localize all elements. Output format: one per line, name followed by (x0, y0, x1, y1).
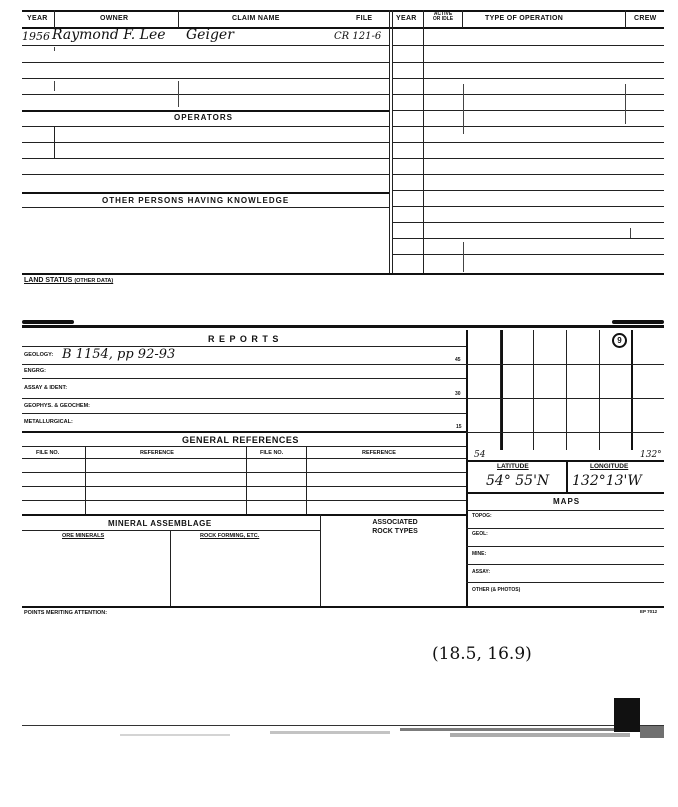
longitude-label: LONGITUDE (590, 463, 629, 470)
lat-corner: 54 (474, 450, 486, 460)
row1-year: 1956 (22, 30, 50, 43)
latitude-label: LATITUDE (497, 463, 529, 470)
header-crew: CREW (634, 15, 657, 22)
col-reference: REFERENCE (140, 450, 174, 456)
row1-file: CR 121-6 (334, 31, 382, 42)
col-file-no: FILE NO. (36, 450, 60, 456)
maps-assay: ASSAY: (472, 569, 491, 575)
maps-geol: GEOL: (472, 531, 488, 537)
maps-other: OTHER (& PHOTOS) (472, 587, 521, 593)
coordinates-note: (18.5, 16.9) (432, 644, 532, 664)
header-active-or-idle (425, 12, 461, 22)
ore-minerals-label: ORE MINERALS (62, 533, 105, 539)
maps-mine: MINE: (472, 551, 487, 557)
rock-forming-label: ROCK FORMING, ETC. (200, 533, 260, 539)
col-file-no-2: FILE NO. (260, 450, 284, 456)
latitude-value: 54° 55'N (486, 473, 550, 489)
row1-claim-name: Geiger (186, 27, 234, 43)
lon-corner: 132° (640, 450, 662, 460)
form-number: EP 7012 (640, 609, 658, 614)
header-year: YEAR (27, 15, 48, 22)
geology-label: GEOLOGY: (24, 352, 54, 358)
longitude-value: 132°13'W (572, 473, 642, 489)
header-active-line1: ACTIVE (433, 11, 453, 17)
header-claim-name: CLAIM NAME (232, 15, 280, 22)
reports-title: R E P O R T S (208, 334, 280, 344)
geophys-label: GEOPHYS. & GEOCHEM: (24, 403, 91, 409)
mineral-assemblage-title: MINERAL ASSEMBLAGE (108, 519, 212, 528)
maps-topog: TOPOG: (472, 513, 492, 519)
header-file: FILE (356, 15, 373, 22)
row1-owner: Raymond F. Lee (52, 27, 166, 43)
header-owner: OWNER (100, 15, 129, 22)
header-active-line2: OR IDLE (432, 16, 454, 22)
other-persons-label: OTHER PERSONS HAVING KNOWLEDGE (102, 196, 290, 205)
engrg-label: ENGRG: (24, 368, 46, 374)
num-45: 45 (455, 357, 461, 363)
land-status-label (24, 277, 113, 284)
maps-title: MAPS (553, 497, 581, 506)
header-year-2: YEAR (396, 15, 417, 22)
points-meriting-attention: POINTS MERITING ATTENTION: (24, 610, 108, 616)
grid-circle-mark (612, 333, 627, 348)
operators-label: OPERATORS (174, 113, 233, 122)
associated-line2: ROCK TYPES (372, 528, 418, 535)
col-reference-2: REFERENCE (362, 450, 396, 456)
associated-rock-types (330, 518, 460, 536)
geology-value: B 1154, pp 92-93 (62, 347, 176, 362)
metallurgical-label: METALLURGICAL: (24, 419, 73, 425)
num-15: 15 (456, 424, 462, 430)
associated-line1: ASSOCIATED (372, 519, 418, 526)
grid-mark-text: 9 (617, 336, 622, 345)
general-references-title: GENERAL REFERENCES (182, 435, 299, 445)
land-status-text: LAND STATUS (24, 277, 73, 284)
assay-label: ASSAY & IDENT: (24, 385, 68, 391)
land-status-sub: (OTHER DATA) (74, 278, 114, 284)
num-30: 30 (455, 391, 461, 397)
header-type-of-operation: TYPE OF OPERATION (485, 15, 564, 22)
